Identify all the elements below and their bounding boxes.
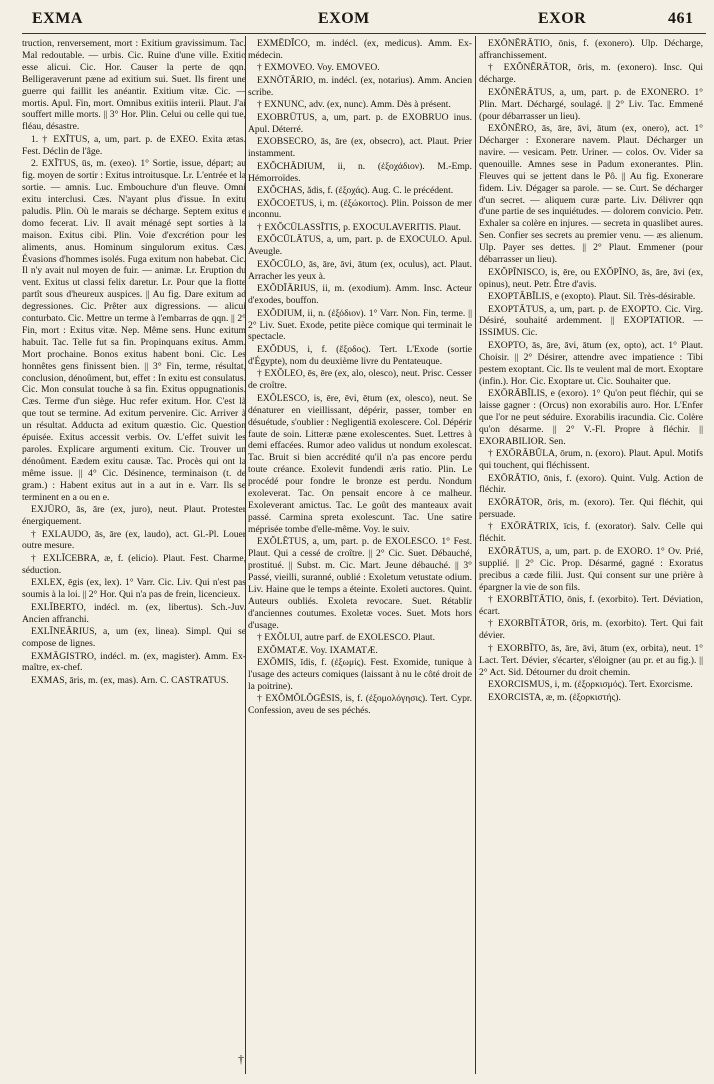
- entry: † EXŎLUI, autre parf. de EXOLESCO. Plaut.: [257, 632, 435, 644]
- entry: † EXNUNC, adv. (ex, nunc). Amm. Dès à présent.: [257, 99, 451, 111]
- entry: † EXMOVEO. Voy. EMOVEO.: [257, 62, 380, 74]
- entry: EXŎPĪNISCO, is, ēre, ou EXŎPĪNO, ās, āre, āvi (ex, opinus), neut. Petr. Être d'avis.: [479, 266, 703, 290]
- entry: EXORCISTA, æ, m. (ἐξορκιστής).: [488, 691, 621, 703]
- footer-mark: †: [238, 1052, 244, 1066]
- entry: EXMĒDĬCO, m. indécl. (ex, medicus). Amm. Ex-médecin.: [248, 38, 472, 61]
- entry: EXŎLĒTUS, a, um, part. p. de EXOLESCO. 1° Fest. Plaut. Qui a cessé de croître. || 2° Cic. Suet. Débauché, prostitué. || Subst. m. Cic. Mart. Jeune débauché. || 3° Passé, vieilli, suranné, oublié : Exoletum vetustate odium. Liv. Haine que le temps a éteinte. Exoleti auctores. Quint. Auteurs oubliés. Exoleta revocare. Suet. Rétablir d'anciennes coutumes. Exoletæ voces. Suet. Mots hors d'usage.: [248, 536, 472, 631]
- entry: EXŎLESCO, is, ēre, ēvi, ētum (ex, olesco), neut. Se dénaturer en vieillissant, dépérir, passer, tomber en désuétude, s'oublier : Negligentiā exolescere. Col. Dépérir faute de soin. Litteræ pæne exolescentes. Suet. Lettres à demi effacées. Rumor adeo validus ut nondum exolescat. Tac. Bruit si bien accrédité qu'il n'a pas encore perdu toute créance. Exolevit fundendi æris ratio. Plin. Le procédé pour fondre le bronze est perdu. Nondum exoleverat. Tac. On pensait encore à ce malheur. Exoleverant amictus. Tac. Le goût des manteaux avait passé. Carmina spreta exolescunt. Tac. Une satire méprisée tombe d'elle-même. Voy. le suiv.: [248, 392, 472, 535]
- entry: EXŎDĬĀRIUS, ii, m. (exodium). Amm. Insc. Acteur d'exodes, bouffon.: [248, 283, 472, 307]
- entry: EXŌRĀTUS, a, um, part. p. de EXORO. 1° Ov. Prié, supplié. || 2° Cic. Prop. Désarmé, gagné : Exoratus precibus a cæde filii. Just. Qui consent sur une prière à épargner la vie de son fils.: [479, 545, 703, 593]
- entry: EXOBRŪTUS, a, um, part. p. de EXOBRUO inus. Apul. Déterré.: [248, 111, 472, 135]
- entry: EXLEX, ēgis (ex, lex). 1° Varr. Cic. Liv. Qui n'est pas soumis à la loi. || 2° Hor. Qui n'a pas de frein, licencieux.: [22, 577, 246, 601]
- column-divider: [475, 36, 476, 1074]
- entry: † EXŌRĀBŬLA, ōrum, n. (exoro). Plaut. Apul. Motifs qui touchent, qui fléchissent.: [479, 448, 703, 472]
- entry: EXŌRĀTOR, ōris, m. (exoro). Ter. Qui fléchit, qui persuade.: [479, 496, 703, 520]
- entry: † EXŎNĔRĀTOR, ōris, m. (exonero). Insc. Qui décharge.: [479, 62, 703, 86]
- entry: 2. EXĬTUS, ūs, m. (exeo). 1° Sortie, issue, départ; au fig. moyen de sortir : Exitus introitusque. Lr. L'entrée et la sortie. — amnis. Luc. Embouchure d'un fleuve. Omni exitu interclusi. Cæs. N'ayant plus d'issue. In exitu paludis. Plin. Où le marais se décharge. Septem exitus e domo fecerat. Liv. Il avait ménagé sept sorties à la maison. Exitus cibi. Plin. Voie d'excrétion pour les aliments, anus. Hominum singulorum exitus. Cæs. Évasions d'hommes isolés. Fuga exitum non habebat. Cic. Il n'y avait nul moyen de fuir. — animæ. Lr. Eruption du vent. Exitus ut classi felix daretur. Lr. Pour que la flotte partît sous d'heureux auspices. || Au fig. Dare exitum ad degressiones. Cic. Prêter aux digressions. — alicui conturbato. Cic. Mettre un terme à l'embarras de qqn. || 2° Fin, mort : Exitus vitæ. Nep. Même sens. Hunc exitum habuit. Tac. Telle fut sa fin. Propinquans exitus. Amm. Mort prochaine. Bonos exitus habent boni. Cic. Les honnêtes gens finissent bien. || 3° Fin, terme, résultat, conclusion, dénoûment, but, effet : In exitu est consulatus. Cic. Mon consulat touche à sa fin. Exitus oppugnationis. Cæs. Terme d'un siège. Huc refer exitum. Hor. C'est là que tout se termine. Ad exitum pervenire. Cic. Arriver à un résultat. Adducta ad exitum quæstio. Cic. Question épuisée. Exitus accessit verbis. Ov. L'effet suivit les paroles. Explicare argumenti exitum. Cic. Trouver un dénoûment. Eædem exitu causæ. Tac. Procès qui ont la même issue. || 4° Cic. Désinence, terminaison (t. de gram.) : Habent exitus aut in a aut in e. Varr. Ils se terminent en a ou en e.: [22, 158, 246, 503]
- header-rule: [22, 33, 706, 34]
- entry: † EXORBĪTĀTOR, ōris, m. (exorbito). Tert. Qui fait dévier.: [479, 618, 703, 642]
- entry: EXORCISMUS, i, m. (ἐξορκισμός). Tert. Exorcisme.: [488, 679, 693, 691]
- entry: EXOPTO, ās, āre, āvi, ātum (ex, opto), act. 1° Plaut. Choisir. || 2° Désirer, attendre avec impatience : Tibi pestem exoptant. Cic. Ils te veulent mal de mort. Exoptare (infin.). Hor. Cic. Exoptare ut. Cic. Souhaiter que.: [479, 339, 703, 387]
- header-right: EXOR: [538, 10, 587, 27]
- entry: EXLĪBERTO, indécl. m. (ex, libertus). Sch.-Juv. Ancien affranchi.: [22, 601, 246, 625]
- entry: EXŌRĀTIO, ōnis, f. (exoro). Quint. Vulg. Action de fléchir.: [479, 472, 703, 496]
- entry: EXOPTĀBĬLIS, e (exopto). Plaut. Sil. Très-désirable.: [488, 291, 696, 302]
- running-header: [18, 10, 708, 30]
- entry: EXMĀGISTRO, indécl. m. (ex, magister). Amm. Ex-maître, ex-chef.: [22, 650, 246, 674]
- entry: EXOBSECRO, ās, āre (ex, obsecro), act. Plaut. Prier instamment.: [248, 136, 472, 160]
- entry: EXŎDIUM, ii, n. (ἐξόδιον). 1° Varr. Non. Fin, terme. || 2° Liv. Suet. Exode, petite pièce comique qui terminait le spectacle.: [248, 307, 472, 343]
- column-right: [479, 38, 703, 1078]
- entry: EXMAS, āris, m. (ex, mas). Arn. C. CASTRATUS.: [31, 674, 229, 686]
- entry: † EXORBĪTO, ās, āre, āvi, ātum (ex, orbita), neut. 1° Lact. Tert. Dévier, s'écarter, s'éloigner (au pr. et au fig.). || 2° Act. Sid. Détourner du droit chemin.: [479, 642, 703, 678]
- entry: † EXORBĪTĀTIO, ōnis, f. (exorbito). Tert. Déviation, écart.: [479, 594, 703, 617]
- entry: † EXŎLEO, ēs, ēre (ex, alo, olesco), neut. Prisc. Cesser de croître.: [248, 368, 472, 392]
- entry: EXŎCŪLĀTUS, a, um, part. p. de EXOCULO. Apul. Aveugle.: [248, 234, 472, 258]
- entry: EXŌCOETUS, i, m. (ἐξώκοιτος). Plin. Poisson de mer inconnu.: [248, 197, 472, 221]
- entry: EXNŌTĀRIO, m. indécl. (ex, notarius). Amm. Ancien scribe.: [248, 74, 472, 98]
- entry: EXŌMIS, ĭdis, f. (ἐξωμίς). Fest. Exomide, tunique à l'usage des acteurs comiques (laissant à nu le côté droit de la poitrine).: [248, 657, 472, 692]
- entry: EXŎNĔRO, ās, āre, āvi, ātum (ex, onero), act. 1° Décharger : Exonerare navem. Plaut. Décharger un navire. — vesicam. Petr. Uriner. — colos. Ov. Vider sa quenouille. Amnes sese in Padum exonerantes. Plin. Fleuves qui se jettent dans le Pô. || Au fig. Exonerare fidem. Liv. Dégager sa parole. — se. Curt. Se décharger d'un secret. — aliquem curæ parte. Liv. Délivrer qqn d'une partie de ses inquiétudes. — dolorem convicio. Petr. Exhaler sa colère en injures. — secreta in quaslibet aures. Sen. Confier ses secrets au premier venu. — æs alienum. Ulp. Payer ses dettes. || 2° Plaut. Emmener (pour débarrasser un lieu).: [479, 123, 703, 266]
- entry: † EXLAUDO, ās, āre (ex, laudo), act. Gl.-Pl. Louer outre mesure.: [22, 528, 246, 552]
- page-number: 461: [668, 10, 694, 27]
- header-left: EXMA: [32, 10, 83, 27]
- entry: † EXŎMŎLŎGĒSIS, is, f. (ἐξομολόγησις). Tert. Cypr. Confession, aveu de ses péchés.: [248, 693, 472, 717]
- entry: 1. † EXĬTUS, a, um, part. p. de EXEO. Exita ætas. Fest. Déclin de l'âge.: [22, 133, 246, 157]
- entry: EXOPTĀTUS, a, um, part. p. de EXOPTO. Cic. Virg. Désiré, souhaité ardemment. || EXOPTATIOR. — ISSIMUS. Cic.: [479, 303, 703, 339]
- entry: † EXLĪCEBRA, æ, f. (elicio). Plaut. Fest. Charme, séduction.: [22, 552, 246, 576]
- entry: † EXŌRĀTRIX, īcis, f. (exorator). Salv. Celle qui fléchit.: [479, 521, 703, 545]
- header-center: EXOM: [318, 10, 370, 27]
- column-divider: [245, 36, 246, 1074]
- entry: † EXŎCŪLASSĬTIS, p. EXOCULAVERITIS. Plaut.: [257, 221, 461, 233]
- column-left: [22, 38, 246, 1078]
- entry: EXŌRĀBĬLIS, e (exoro). 1° Qu'on peut fléchir, qui se laisse gagner : (Orcus) non exorabilis auro. Hor. L'Enfer que l'or ne peut séduire. Exorabilis iracundia. Cic. Colère qu'on désarme. || 2° V.-Fl. Propre à fléchir. || EXORABILIOR. Sen.: [479, 388, 703, 447]
- entry: EXLĪNEĀRIUS, a, um (ex, linea). Simpl. Qui se compose de lignes.: [22, 626, 246, 650]
- entry: truction, renversement, mort : Exitium gravissimum. Tac. Mal redoutable. — urbis. Cic. Ruine d'une ville. Exitio esse alicui. Cic. Hor. Causer la perte de qqn. Belligeraverunt pæne ad exitium sui. Suet. Ils firent une guerre qui faillit les anéantir. Exitium vitæ. Cic. — mortis. Apul. Fin, mort. Omnibus exitiis interii. Plaut. J'ai souffert mille morts. || 3° Hor. Plin. Celui ou celle qui tue, fléau, désastre.: [22, 38, 246, 133]
- entry: EXŎCŪLO, ās, āre, āvi, ātum (ex, oculus), act. Plaut. Arracher les yeux à.: [248, 258, 472, 282]
- entry: EXŎNĔRĀTUS, a, um, part. p. de EXONERO. 1° Plin. Mart. Déchargé, soulagé. || 2° Liv. Tac. Emmené (pour débarrasser un lieu).: [479, 86, 703, 122]
- entry: EXŎNĔRĀTIO, ōnis, f. (exonero). Ulp. Décharge, affranchissement.: [479, 38, 703, 61]
- entry: EXŎMATÆ. Voy. IXAMATÆ.: [257, 644, 378, 656]
- entry: EXJŪRO, ās, āre (ex, juro), neut. Plaut. Protester énergiquement.: [22, 504, 246, 528]
- entry: EXŎCHAS, ădis, f. (ἐξοχάς). Aug. C. le précédent.: [257, 185, 454, 197]
- entry: EXŎCHĀDIUM, ii, n. (ἐξοχάδιον). M.-Emp. Hémorroïdes.: [248, 160, 472, 184]
- column-middle: [248, 38, 472, 1078]
- entry: EXŎDUS, i, f. (ἔξοδος). Tert. L'Exode (sortie d'Égypte), nom du deuxième livre du Pentateuque.: [248, 343, 472, 367]
